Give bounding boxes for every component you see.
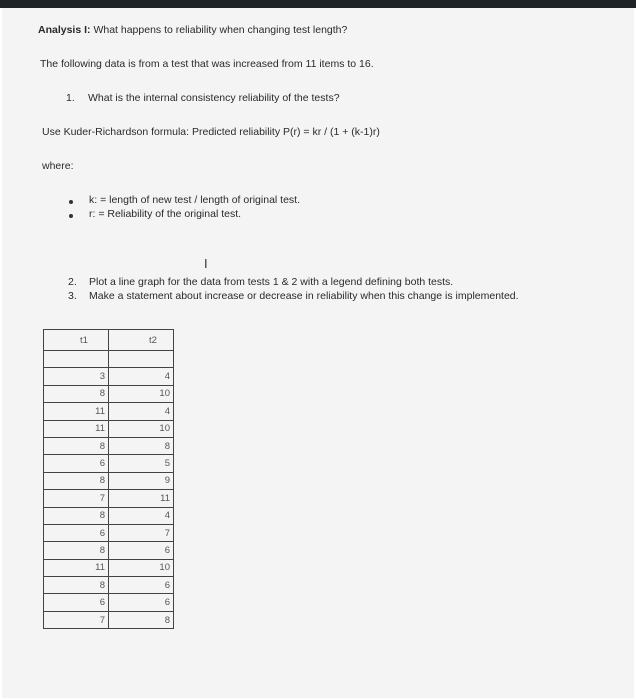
analysis-title-prefix: Analysis I: [38,24,91,36]
cell-t1: 8 [44,507,109,524]
table-row [44,524,174,541]
question-3-number: 3. [68,290,77,302]
table-row [44,594,174,611]
question-1-number: 1. [66,92,75,104]
table-empty-row [44,351,174,368]
table-row [44,577,174,594]
question-2-number: 2. [68,276,77,288]
table-cell [109,351,174,368]
question-1-text: What is the internal consistency reliability of the tests? [88,92,340,104]
table-row [44,611,174,628]
table-row [44,507,174,524]
cell-t2: 5 [109,455,174,472]
cell-t2: 9 [109,472,174,489]
table-cell [44,351,109,368]
cell-t1: 11 [44,559,109,576]
table-header-row [44,330,174,351]
intro-text: The following data is from a test that was increased from 11 items to 16. [40,58,374,70]
cell-t1: 11 [44,420,109,437]
table-row [44,542,174,559]
cell-t2: 6 [109,542,174,559]
question-3-text: Make a statement about increase or decrease in reliability when this change is implemented. [89,290,519,302]
formula-line: Use Kuder-Richardson formula: Predicted reliability P(r) = kr / (1 + (k-1)r) [42,126,380,138]
cell-t1: 8 [44,577,109,594]
header-cell-t1: t1 [44,330,109,351]
cell-t2: 10 [109,385,174,402]
table-row [44,385,174,402]
cell-t1: 8 [44,542,109,559]
bullet-icon [69,200,73,204]
cell-t1: 6 [44,594,109,611]
cell-t2: 8 [109,437,174,454]
table-row [44,420,174,437]
where-label: where: [42,160,74,172]
definition-r: r: = Reliability of the original test. [89,208,242,220]
cell-t2: 10 [109,420,174,437]
cell-t2: 6 [109,577,174,594]
cell-t2: 4 [109,368,174,385]
analysis-title [38,24,347,36]
table-row [44,472,174,489]
cell-t2: 4 [109,507,174,524]
cell-t1: 8 [44,385,109,402]
cell-t1: 6 [44,524,109,541]
table-row [44,455,174,472]
header-cell-t2: t2 [109,330,174,351]
cell-t1: 3 [44,368,109,385]
table-row [44,403,174,420]
document-page [2,8,634,698]
cell-t1: 8 [44,437,109,454]
definition-k: k: = length of new test / length of original test. [89,194,300,206]
analysis-title-text: What happens to reliability when changing test length? [93,24,348,36]
table-row [44,437,174,454]
cell-t2: 6 [109,594,174,611]
text-cursor-icon: I [204,256,208,271]
cell-t2: 11 [109,490,174,507]
table-row [44,490,174,507]
question-2-text: Plot a line graph for the data from tests 1 & 2 with a legend defining both tests. [89,276,454,288]
table-row [44,559,174,576]
bullet-icon [69,214,73,218]
cell-t1: 11 [44,403,109,420]
window-top-bar [0,0,636,8]
table-row [44,368,174,385]
cell-t1: 8 [44,472,109,489]
cell-t2: 10 [109,559,174,576]
cell-t1: 7 [44,611,109,628]
cell-t2: 4 [109,403,174,420]
cell-t1: 7 [44,490,109,507]
cell-t1: 6 [44,455,109,472]
data-table [43,329,174,629]
cell-t2: 8 [109,611,174,628]
cell-t2: 7 [109,524,174,541]
